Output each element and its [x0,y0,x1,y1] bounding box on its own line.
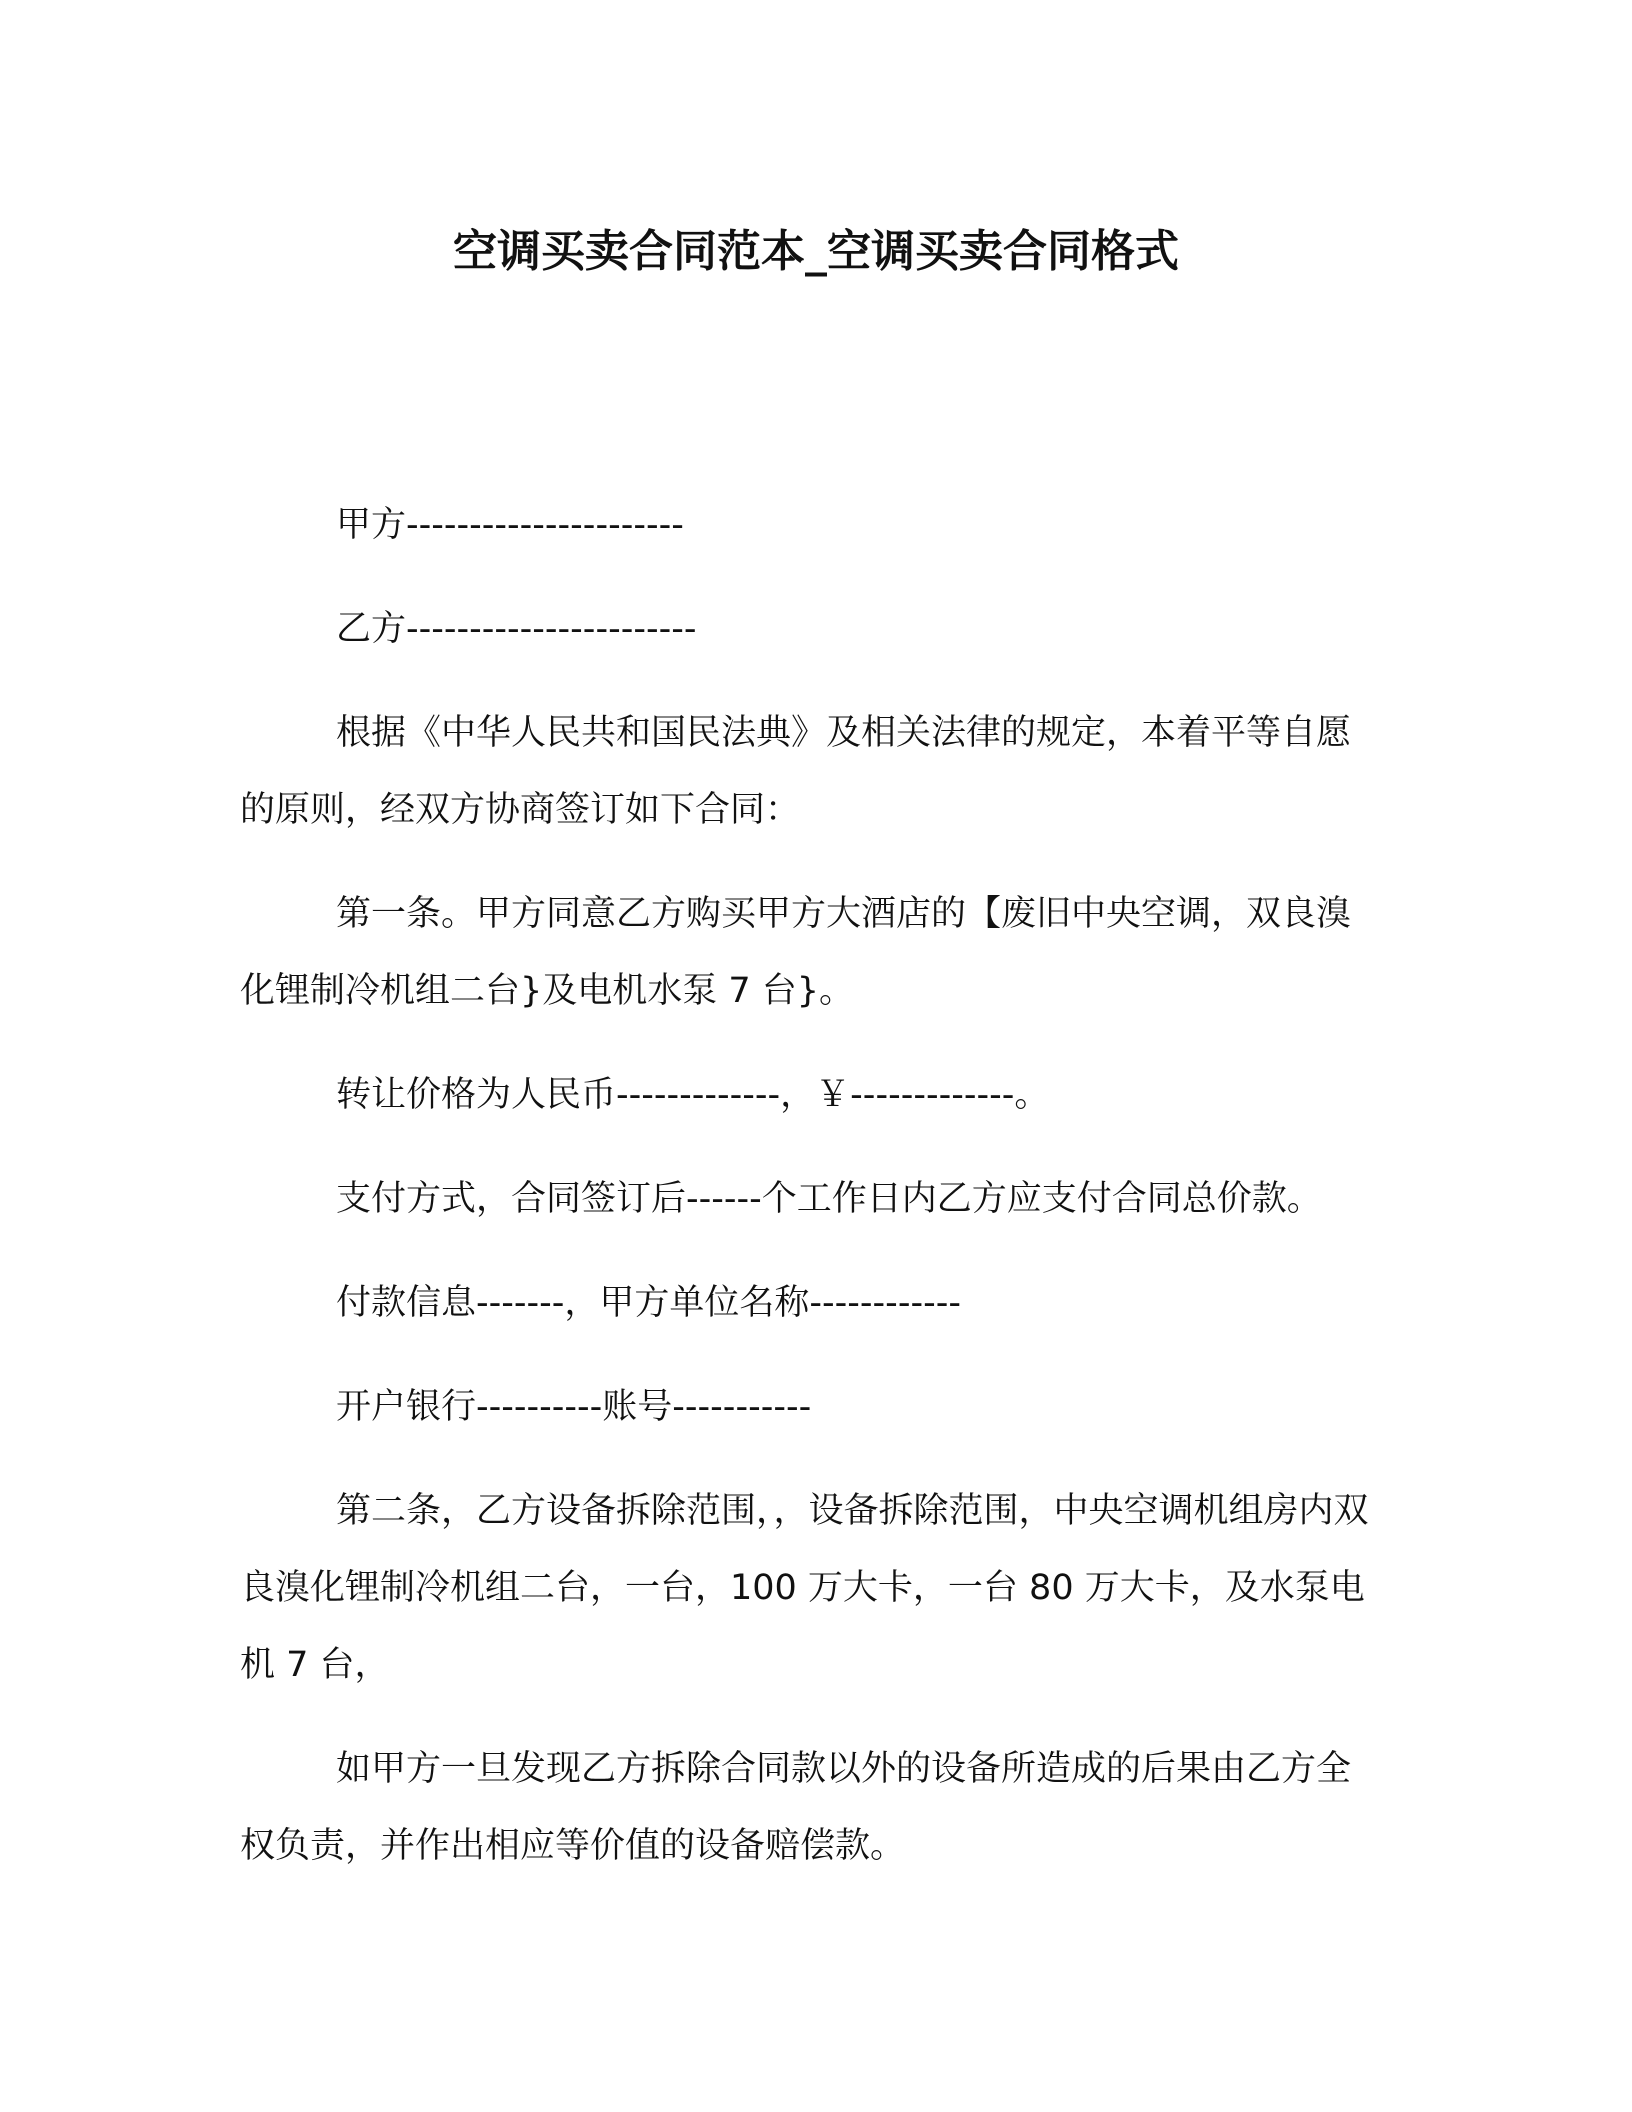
bank-account-paragraph: 开户银行----------账号----------- [336,1387,812,1427]
document-title: 空调买卖合同范本_空调买卖合同格式 [453,226,1179,277]
article-two-paragraph: 第二条，乙方设备拆除范围，，设备拆除范围，中央空调机组房内双良溴化锂制冷机组二台，一台，100 万大卡，一台 80 万大卡，及水泵电机 7 台， [240,1491,1369,1685]
party-a-line: 甲方---------------------- [336,505,684,545]
payment-method-paragraph: 支付方式，合同签订后------个工作日内乙方应支付合同总价款。 [336,1179,1322,1219]
payment-info-paragraph: 付款信息-------，甲方单位名称------------ [336,1283,961,1323]
article-one-paragraph: 第一条。甲方同意乙方购买甲方大酒店的【废旧中央空调，双良溴化锂制冷机组二台}及电机水泵 7 台}。 [240,894,1352,1011]
preamble-paragraph: 根据《中华人民共和国民法典》及相关法律的规定，本着平等自愿的原则，经双方协商签订如下合同： [240,713,1352,830]
party-b-line: 乙方----------------------- [336,609,697,649]
liability-paragraph: 如甲方一旦发现乙方拆除合同款以外的设备所造成的后果由乙方全权负责，并作出相应等价值的设备赔偿款。 [240,1749,1352,1866]
document-body [240,487,1380,1912]
price-paragraph: 转让价格为人民币-------------，￥-------------。 [336,1075,1050,1115]
